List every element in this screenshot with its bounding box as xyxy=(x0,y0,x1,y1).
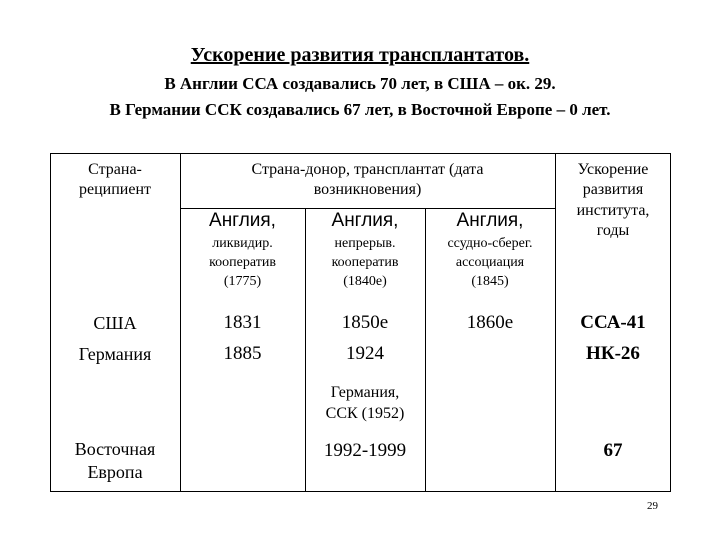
slide-title: Ускорение развития трансплантатов. xyxy=(190,44,530,66)
row-germany-acceleration: НК-26 xyxy=(586,343,640,364)
row-east-europe-col2: 1992-1999 xyxy=(323,440,407,461)
header-donor: Страна-донор, трансплантат (дата возникновения) xyxy=(251,161,484,199)
row-east-europe-country: Восточная Европа xyxy=(74,439,156,483)
row-usa-country: США xyxy=(93,313,137,333)
grid-line xyxy=(180,208,555,209)
page-number: 29 xyxy=(647,500,658,512)
donor-col-1-header: Англия, ликвидир. кооператив (1775) xyxy=(209,210,276,289)
subtitle-line-1: В Англии ССА создавались 70 лет, в США – ок. 29. xyxy=(164,74,556,93)
donor-col-2-header: Англия, непрерыв. кооператив (1840е) xyxy=(331,210,399,289)
row-usa-col3: 1860е xyxy=(466,312,514,333)
row-germany-col2: 1924 xyxy=(346,343,384,364)
header-recipient: Страна- реципиент xyxy=(78,161,151,199)
row-usa-col1: 1831 xyxy=(223,312,262,333)
row-germany-ssk-donor: Германия, ССК (1952) xyxy=(325,384,405,422)
row-usa-col2: 1850е xyxy=(341,312,389,333)
subtitle-line-2: В Германии ССК создавались 67 лет, в Восточной Европе – 0 лет. xyxy=(109,100,611,119)
row-east-europe-acceleration: 67 xyxy=(603,440,623,461)
row-usa-acceleration: ССА-41 xyxy=(580,312,646,333)
donor-col-3-header: Англия, ссудно-сберег. ассоциация (1845) xyxy=(447,210,533,289)
header-acceleration: Ускорение развития института, годы xyxy=(576,161,650,240)
row-germany-col1: 1885 xyxy=(223,343,262,364)
row-germany-country: Германия xyxy=(78,344,152,364)
